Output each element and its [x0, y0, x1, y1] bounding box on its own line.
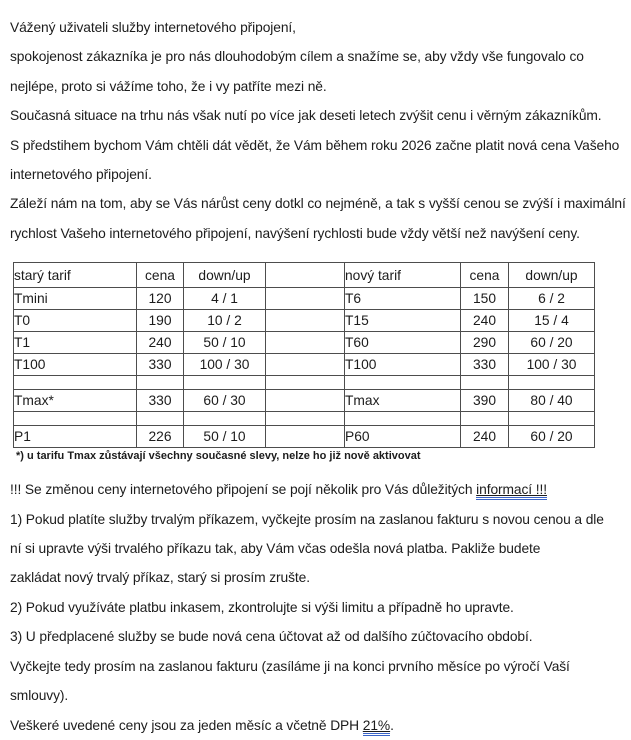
table-cell: [266, 310, 345, 332]
table-cell: [137, 412, 184, 426]
table-cell: 150: [461, 288, 509, 310]
table-cell: 50 / 10: [184, 332, 266, 354]
note-line: 2) Pokud využíváte platbu inkasem, zkontrolujte si výši limitu a případně ho upravte.: [10, 599, 514, 615]
table-cell: [184, 412, 266, 426]
table-cell: [266, 332, 345, 354]
table-row-empty: [14, 412, 595, 426]
table-cell: T100: [14, 354, 137, 376]
note-line: smlouvy).: [10, 688, 69, 704]
table-cell: [461, 376, 509, 390]
table-cell: 330: [461, 354, 509, 376]
table-header-cell: cena: [137, 263, 184, 288]
table-cell: 15 / 4: [509, 310, 595, 332]
tariff-table-container: [13, 262, 631, 463]
table-cell: [14, 376, 137, 390]
paragraph-line: Záleží nám na tom, aby se Vás nárůst ceny dotkl co nejméně, a tak s vyšší cenou se zvýší i maximální: [10, 196, 626, 212]
table-cell: 60 / 20: [509, 332, 595, 354]
table-cell: [14, 412, 137, 426]
table-row: [14, 354, 595, 376]
table-row: [14, 332, 595, 354]
table-cell: T6: [345, 288, 461, 310]
note-line: ní si upravte výši trvalého příkazu tak, aby Vám včas odešla nová platba. Pakliže budete: [10, 541, 541, 557]
table-cell: 4 / 1: [184, 288, 266, 310]
table-cell: Tmini: [14, 288, 137, 310]
important-heading-text: !!! Se změnou ceny internetového připojení se pojí několik pro Vás důležitých: [10, 482, 477, 498]
table-header-cell: starý tarif: [14, 263, 137, 288]
table-cell: P60: [345, 426, 461, 448]
table-header-cell: cena: [461, 263, 509, 288]
table-row: [14, 426, 595, 448]
table-cell: 330: [137, 390, 184, 412]
table-row: [14, 288, 595, 310]
table-cell: [509, 412, 595, 426]
paragraph-line: Vážený uživateli služby internetového připojení,: [10, 20, 296, 35]
table-header-cell: down/up: [184, 263, 266, 288]
table-cell: [266, 412, 345, 426]
table-cell: 60 / 20: [509, 426, 595, 448]
table-cell: 80 / 40: [509, 390, 595, 412]
table-cell: 190: [137, 310, 184, 332]
table-cell: [345, 412, 461, 426]
table-cell: 10 / 2: [184, 310, 266, 332]
table-cell: 390: [461, 390, 509, 412]
table-cell: 100 / 30: [184, 354, 266, 376]
note-line: 3) U předplacené služby se bude nová cena účtovat až od dalšího zúčtovacího období.: [10, 629, 533, 645]
table-cell: [266, 390, 345, 412]
paragraph-line: internetového připojení.: [10, 167, 152, 183]
table-cell: T1: [14, 332, 137, 354]
important-heading: [10, 475, 631, 504]
table-cell: 60 / 30: [184, 390, 266, 412]
table-header-row: [14, 263, 595, 288]
important-info-section: [10, 475, 631, 740]
paragraph-line: Současná situace na trhu nás však nutí po více jak deseti letech zvýšit cenu i věrným zákazníkům.: [10, 108, 602, 124]
table-row-empty: [14, 376, 595, 390]
table-cell: 226: [137, 426, 184, 448]
table-cell: 240: [137, 332, 184, 354]
table-cell: T60: [345, 332, 461, 354]
table-cell: [461, 412, 509, 426]
note-line: 1) Pokud platíte služby trvalým příkazem, vyčkejte prosím na zaslanou fakturu s novou cenou a dle: [10, 511, 604, 527]
table-header-cell: down/up: [509, 263, 595, 288]
table-footnote: *) u tarifu Tmax zůstávají všechny současné slevy, nelze ho již nově aktivovat: [16, 450, 421, 463]
paragraph-line: nejlépe, proto si vážíme toho, že i vy patříte mezi ně.: [10, 78, 327, 94]
note-line: Vyčkejte tedy prosím na zaslanou fakturu (zasíláme ji na konci prvního měsíce po výročí Vaší: [10, 658, 570, 674]
table-cell: [266, 288, 345, 310]
table-cell: [266, 354, 345, 376]
table-cell: [266, 376, 345, 390]
underlined-vat-percentage: 21%: [363, 718, 390, 736]
table-cell: T100: [345, 354, 461, 376]
vat-line-text: Veškeré uvedené ceny jsou za jeden měsíc a včetně DPH: [10, 717, 363, 733]
table-header-cell: [266, 263, 345, 288]
tariff-table: [13, 262, 595, 448]
table-cell: Tmax: [345, 390, 461, 412]
table-cell: T15: [345, 310, 461, 332]
note-line: zakládat nový trvalý příkaz, starý si prosím zrušte.: [10, 570, 310, 586]
intro-section: [10, 13, 631, 248]
paragraph-line: rychlost Vašeho internetového připojení, navýšení rychlosti bude vždy větší než navýšení ceny.: [10, 225, 580, 241]
table-cell: 240: [461, 310, 509, 332]
table-cell: 240: [461, 426, 509, 448]
table-cell: 120: [137, 288, 184, 310]
vat-line: [10, 711, 631, 740]
table-cell: [266, 426, 345, 448]
paragraph-line: S předstihem bychom Vám chtěli dát vědět, že Vám během roku 2026 začne platit nová cena Vašeho: [10, 137, 620, 153]
table-cell: 290: [461, 332, 509, 354]
paragraph-line: spokojenost zákazníka je pro nás dlouhodobým cílem a snažíme se, aby vždy vše fungovalo co: [10, 49, 584, 65]
table-cell: [509, 376, 595, 390]
table-cell: [137, 376, 184, 390]
table-cell: T0: [14, 310, 137, 332]
table-cell: [345, 376, 461, 390]
table-row: [14, 310, 595, 332]
table-cell: [184, 376, 266, 390]
underlined-informaci-text: informací !!!: [476, 482, 547, 500]
table-cell: 6 / 2: [509, 288, 595, 310]
table-cell: 50 / 10: [184, 426, 266, 448]
table-cell: Tmax*: [14, 390, 137, 412]
table-cell: 100 / 30: [509, 354, 595, 376]
table-header-cell: nový tarif: [345, 263, 461, 288]
table-row: [14, 390, 595, 412]
table-cell: P1: [14, 426, 137, 448]
vat-line-suffix: .: [390, 717, 394, 733]
table-cell: 330: [137, 354, 184, 376]
